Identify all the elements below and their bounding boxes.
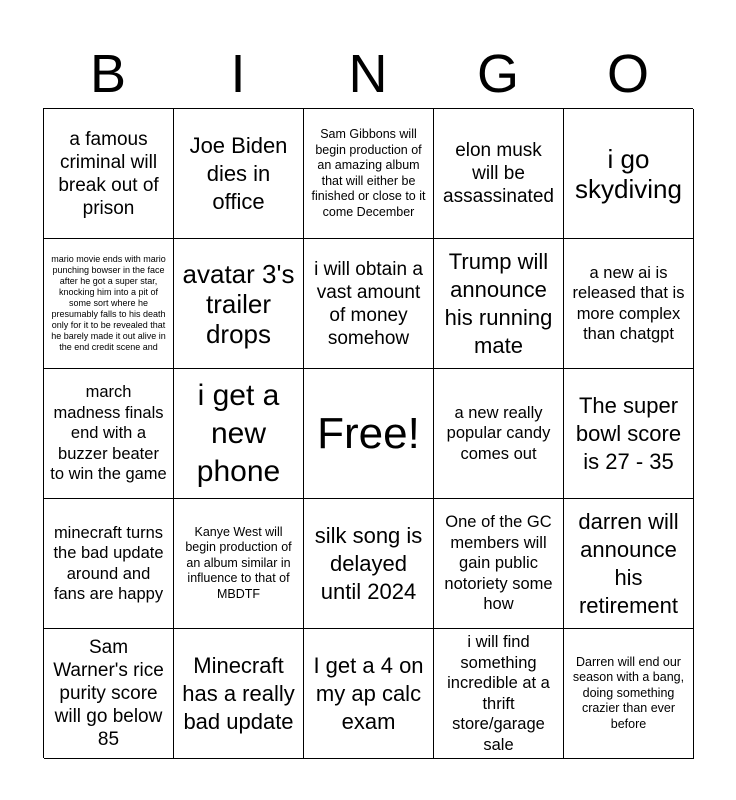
cell-text: avatar 3's trailer drops: [182, 258, 295, 349]
cell-text: march madness finals end with a buzzer beater to win the game: [50, 383, 167, 484]
bingo-cell[interactable]: [434, 499, 564, 629]
cell-text: i will obtain a vast amount of money somehow: [314, 258, 423, 349]
cell-text: i go skydiving: [575, 143, 682, 204]
bingo-cell[interactable]: [434, 239, 564, 369]
cell-text: The super bowl score is 27 - 35: [575, 392, 682, 474]
bingo-cell[interactable]: [434, 369, 564, 499]
bingo-cell[interactable]: [434, 629, 564, 759]
cell-text: i will find something incredible at a thrift store/garage sale: [447, 633, 550, 754]
bingo-cell[interactable]: [564, 499, 694, 629]
cell-text: Darren will end our season with a bang, doing something crazier than ever before: [572, 654, 685, 731]
bingo-cell[interactable]: [564, 239, 694, 369]
cell-text: a new really popular candy comes out: [446, 403, 551, 463]
bingo-cell[interactable]: [174, 109, 304, 239]
cell-text: a new ai is released that is more complex than chatgpt: [572, 263, 685, 343]
header-letter-n: N: [348, 44, 388, 104]
cell-text: Sam Gibbons will begin production of an amazing album that will either be finished or close to it come December: [311, 127, 426, 219]
bingo-cell[interactable]: [44, 369, 174, 499]
cell-text: mario movie ends with mario punching bowser in the face after he got a super star, knocking him into a pit of some sort where he presumably falls to his death only for it to be revealed that he barely made it out alive in the end credit scene and: [51, 254, 166, 352]
cell-text: Trump will announce his running mate: [444, 248, 553, 358]
cell-text: Sam Warner's rice purity score will go below 85: [53, 637, 164, 750]
bingo-cell[interactable]: [174, 629, 304, 759]
cell-text: elon musk will be assassinated: [443, 140, 554, 207]
cell-text: darren will announce his retirement: [578, 508, 679, 618]
bingo-cell[interactable]: [304, 499, 434, 629]
bingo-cell[interactable]: [44, 629, 174, 759]
bingo-cell[interactable]: [434, 109, 564, 239]
cell-text: a famous criminal will break out of prison: [58, 128, 159, 219]
cell-text: I get a 4 on my ap calc exam: [313, 652, 424, 734]
bingo-header: [43, 40, 693, 108]
cell-text: Minecraft has a really bad update: [182, 652, 295, 734]
cell-text: Joe Biden dies in office: [189, 132, 288, 214]
bingo-cell[interactable]: [174, 499, 304, 629]
free-space-text: Free!: [317, 408, 420, 458]
bingo-cell[interactable]: [44, 109, 174, 239]
bingo-cell[interactable]: [174, 239, 304, 369]
header-letter-g: G: [476, 44, 519, 104]
header-letter-b: B: [89, 44, 127, 104]
bingo-cell[interactable]: [304, 629, 434, 759]
bingo-cell[interactable]: [44, 239, 174, 369]
bingo-cell[interactable]: [564, 629, 694, 759]
cell-text: One of the GC members will gain public notoriety some how: [444, 513, 553, 614]
bingo-cell[interactable]: [564, 109, 694, 239]
bingo-cell[interactable]: [304, 109, 434, 239]
bingo-cell[interactable]: [174, 369, 304, 499]
cell-text: minecraft turns the bad update around and fans are happy: [53, 523, 164, 603]
bingo-cell[interactable]: [44, 499, 174, 629]
header-letter-o: O: [606, 44, 649, 104]
cell-text: i get a new phone: [196, 378, 281, 488]
bingo-cell[interactable]: [564, 369, 694, 499]
header-letter-i: I: [230, 44, 246, 104]
free-space-cell[interactable]: [304, 369, 434, 499]
cell-text: silk song is delayed until 2024: [314, 522, 423, 604]
cell-text: Kanye West will begin production of an album similar in influence to that of MBDTF: [185, 524, 292, 601]
bingo-grid: [43, 108, 693, 758]
bingo-cell[interactable]: [304, 239, 434, 369]
